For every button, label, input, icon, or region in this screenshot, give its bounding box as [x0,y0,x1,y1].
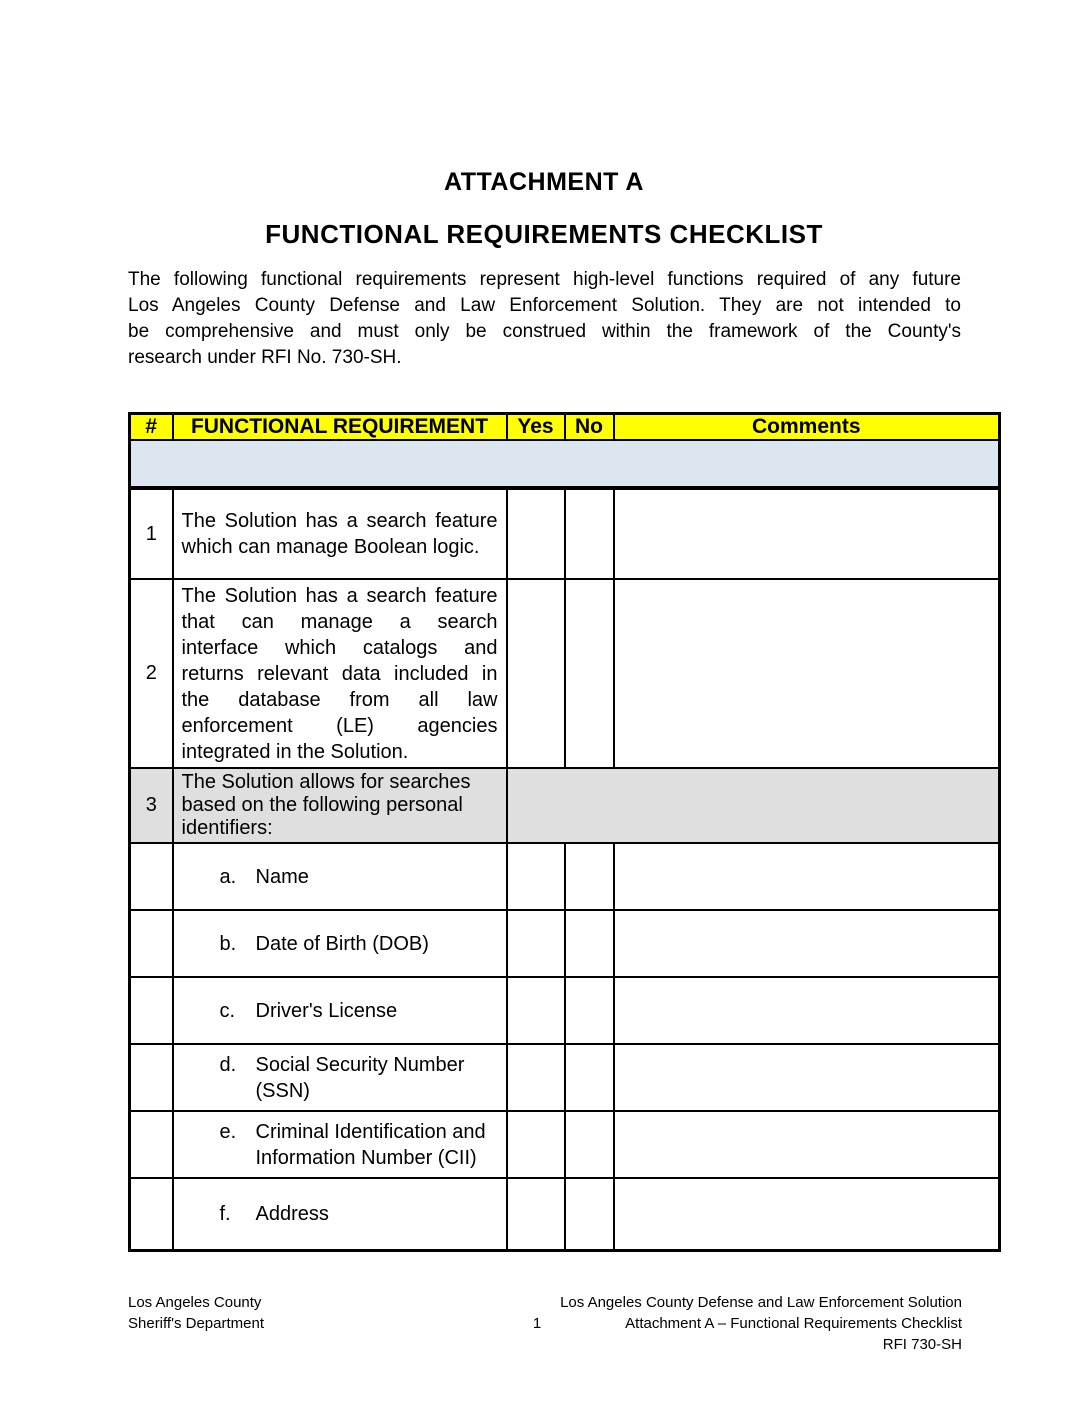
yes-cell [507,1111,565,1178]
attachment-title: ATTACHMENT A [444,168,644,196]
checklist-title: FUNCTIONAL REQUIREMENTS CHECKLIST [265,219,823,249]
no-cell [565,843,614,910]
no-cell [565,1111,614,1178]
requirement-cell [173,1111,507,1178]
table-header-row [130,414,1000,441]
footer-doc-line3: RFI 730-SH [882,1336,962,1353]
intro-paragraph: The following functional requirements represent high-level functions required of any future Los Angeles County Defense and Law Enforcement Solution. They are not intended to be comprehensive and must only be construed within the framework of the County's research under RFI No. 730-SH. [128,269,961,368]
no-cell [565,977,614,1044]
col-header-requirement: FUNCTIONAL REQUIREMENT [173,414,507,441]
comments-cell [614,977,1000,1044]
col-header-comments: Comments [614,414,1000,441]
item-label: Address [255,1203,329,1225]
col-header-num: # [130,414,173,441]
footer-doc-line1: Los Angeles County Defense and Law Enforcement Solution [560,1294,962,1311]
num-cell [130,1111,173,1178]
item-row-d [130,1044,1000,1111]
no-cell [565,1044,614,1111]
no-cell [565,910,614,977]
num-cell: 1 [130,488,173,579]
footer-document-info [560,1292,962,1355]
requirement-cell: The Solution has a search feature which can manage Boolean logic. [173,488,507,579]
num-cell: 3 [130,768,173,843]
item-letter: d. [219,1053,237,1076]
item-label: Date of Birth (DOB) [255,932,429,955]
comments-cell [614,1111,1000,1178]
yes-cell [507,1044,565,1111]
requirement-row-1 [130,488,1000,579]
yes-cell [507,843,565,910]
comments-cell [614,1044,1000,1111]
yes-cell [507,977,565,1044]
requirement-cell [173,910,507,977]
footer-org-line2: Sheriff's Department [128,1315,264,1332]
no-cell [565,579,614,768]
col-header-no: No [565,414,614,441]
footer-doc-line2: Attachment A – Functional Requirements Checklist [625,1315,962,1332]
item-letter: b. [219,932,237,955]
col-header-yes: Yes [507,414,565,441]
footer-organization [128,1292,264,1334]
item-row-e [130,1111,1000,1178]
num-cell [130,843,173,910]
num-cell [130,1178,173,1251]
item-label: Driver's License [255,999,398,1022]
requirement-cell: The Solution has a search feature that can manage a search interface which catalogs and returns relevant data included in the database from all law enforcement (LE) agencies integrated in the Solution. [173,579,507,768]
comments-cell [614,910,1000,977]
spacer-cell [130,440,1000,488]
requirement-cell: The Solution allows for searches based on the following personal identifiers: [173,768,507,843]
requirement-cell [173,1178,507,1251]
requirement-cell [173,843,507,910]
requirement-row-2 [130,579,1000,768]
item-row-b [130,910,1000,977]
requirements-table [128,412,1001,1252]
yes-cell [507,488,565,579]
item-row-a [130,843,1000,910]
comments-cell [614,843,1000,910]
num-cell: 2 [130,579,173,768]
item-label: Criminal Identification and Information Number (CII) [255,1120,486,1169]
requirement-cell [173,1044,507,1111]
comments-cell [614,1178,1000,1251]
item-label: Social Security Number (SSN) [255,1053,465,1102]
footer-page-number: 1 [532,1315,542,1332]
spacer-row [130,440,1000,488]
comments-cell [614,579,1000,768]
no-cell [565,1178,614,1251]
yes-cell [507,910,565,977]
yes-cell [507,1178,565,1251]
section-merged-cell [507,768,1000,843]
item-row-c [130,977,1000,1044]
item-label: Name [255,865,309,888]
yes-cell [507,579,565,768]
item-letter: e. [219,1120,237,1143]
no-cell [565,488,614,579]
item-letter: a. [219,865,237,888]
requirement-cell [173,977,507,1044]
comments-cell [614,488,1000,579]
num-cell [130,977,173,1044]
item-row-f [130,1178,1000,1251]
item-letter: f. [219,1203,231,1225]
section-row-3 [130,768,1000,843]
footer-org-line1: Los Angeles County [128,1294,262,1311]
item-letter: c. [219,999,236,1022]
num-cell [130,910,173,977]
num-cell [130,1044,173,1111]
